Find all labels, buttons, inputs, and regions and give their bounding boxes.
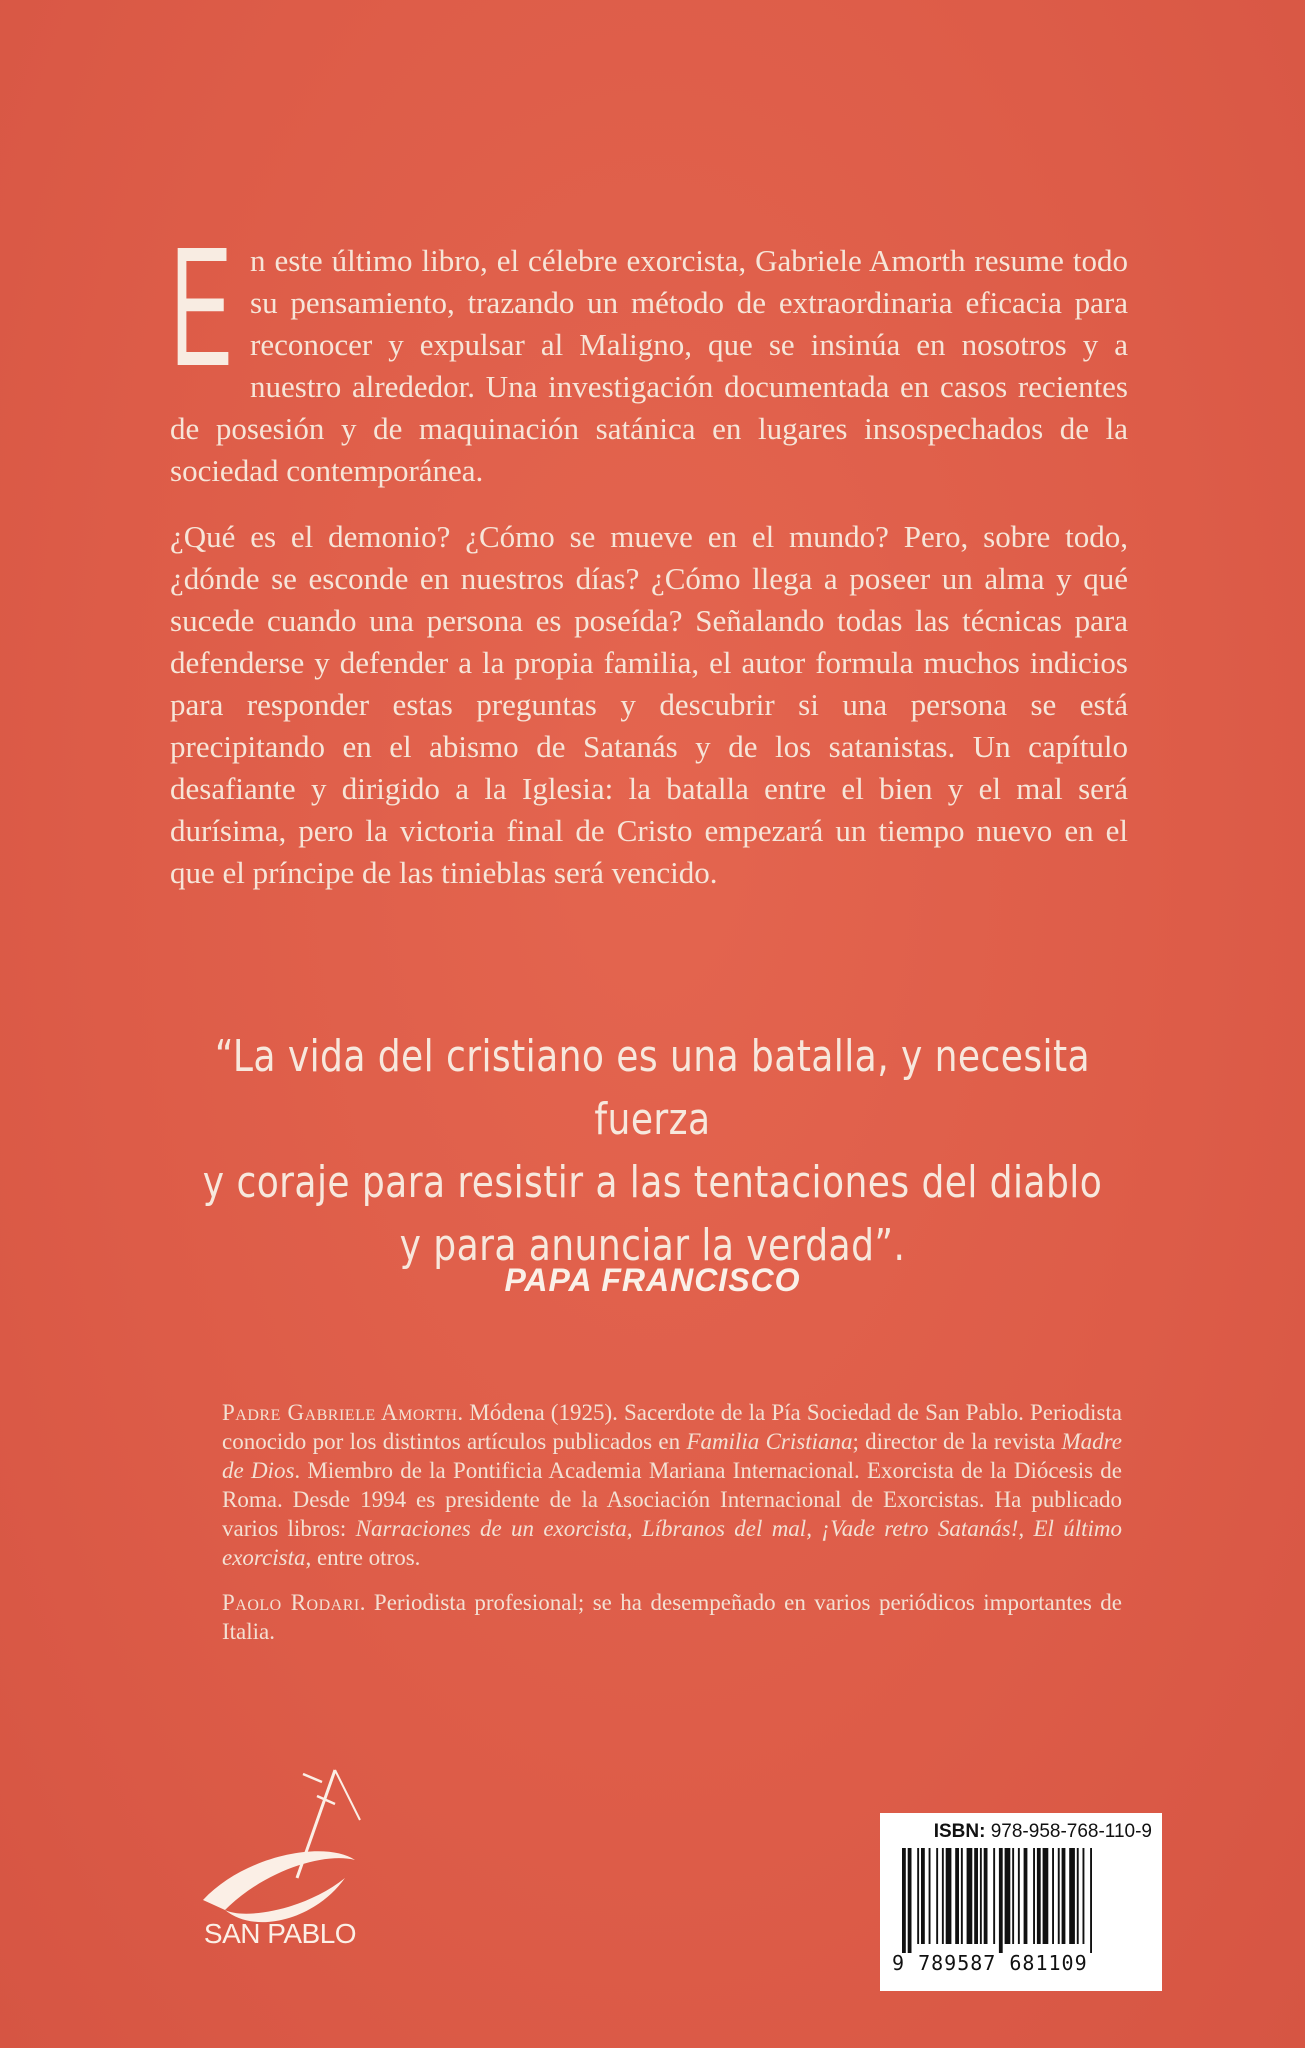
barcode-bar — [936, 1848, 938, 1944]
barcode-bar — [1005, 1848, 1011, 1944]
barcode-bar — [902, 1848, 906, 1953]
barcode-bar — [1012, 1848, 1014, 1944]
barcode-bar — [980, 1848, 982, 1944]
barcode-bar — [1043, 1848, 1049, 1944]
publisher-name: SAN PABLO — [203, 1918, 357, 1949]
barcode-bar — [1024, 1848, 1028, 1944]
barcode-bar — [946, 1848, 952, 1944]
bio-rodari-name: Paolo Rodari — [222, 1590, 360, 1615]
barcode-bar — [999, 1848, 1003, 1953]
barcode-bar — [1018, 1848, 1020, 1944]
barcode-bar — [955, 1848, 959, 1944]
bio-amorth-text: , entre otros. — [305, 1545, 421, 1570]
barcode-bar — [1083, 1848, 1085, 1944]
barcode-bar — [1033, 1848, 1035, 1944]
barcode-bar — [908, 1848, 912, 1953]
bio-rodari-text: . Periodista profesional; se ha desempeñado en varios periódicos importantes de Italia. — [222, 1590, 1122, 1644]
bio-amorth-books: Narraciones de un exorcista, Líbranos del mal, ¡Vade retro Satanás!, El último exorcista — [222, 1516, 1122, 1570]
barcode-bar — [1069, 1848, 1075, 1944]
barcode-bar — [974, 1848, 978, 1944]
bio-amorth-text: . Miembro de la Pontificia Academia Mariana Internacional. Exorcista de la Diócesis de Roma. Desde 1994 es presidente de la Asociación Internacional de Exorcistas. Ha publicado varios libros: — [222, 1458, 1122, 1541]
blurb-paragraph-2: ¿Qué es el demonio? ¿Cómo se mueve en el mundo? Pero, sobre todo, ¿dónde se esconde en nuestros días? ¿Cómo llega a poseer un alma y qué sucede cuando una persona es poseída? Señalando todas las técnicas para defenderse y defender a la propia familia, el autor formula muchos indicios para responder estas preguntas y descubrir si una persona se está precipitando en el abismo de Satanás y de los satanistas. Un capítulo desafiante y dirigido a la Iglesia: la batalla entre el bien y el mal será durísima, pero la victoria final de Cristo empezará un tiempo nuevo en el que el príncipe de las tinieblas será vencido. — [170, 519, 1128, 890]
quote-line-2: y coraje para resistir a las tentaciones del diablo — [202, 1157, 1103, 1208]
barcode-bar — [942, 1848, 944, 1944]
barcode-bar — [917, 1848, 919, 1944]
author-bios — [222, 1398, 1122, 1646]
barcode-bar — [1090, 1848, 1092, 1953]
barcode-bar — [1037, 1848, 1041, 1944]
blurb-paragraph-1-text: n este último libro, el célebre exorcista, Gabriele Amorth resume todo su pensamiento, trazando un método de extraordinaria eficacia para reconocer y expulsar al Maligno, que se insinúa en nosotros y a nuestro alrededor. Una investigación documentada en casos recientes de posesión y de maquinación satánica en lugares insospechados de la sociedad contemporánea. — [170, 243, 1128, 488]
barcode-bar — [961, 1848, 963, 1944]
bio-rodari — [222, 1588, 1122, 1646]
quote-author: PAPA FRANCISCO — [504, 1262, 801, 1298]
bio-amorth-magazine-2: Madre de Dios — [222, 1429, 1122, 1483]
bio-amorth-magazine-1: Familia Cristiana — [686, 1429, 853, 1454]
barcode-bar — [1058, 1848, 1060, 1944]
pope-quote — [80, 1025, 1225, 1277]
barcode-bar — [929, 1848, 931, 1944]
ean-first-digit: 9 — [892, 1951, 906, 1975]
barcode-bar — [993, 1848, 995, 1944]
isbn-barcode — [880, 1813, 1162, 1991]
quote-line-1: “La vida del cristiano es una batalla, y necesita fuerza — [214, 1031, 1091, 1145]
barcode-bars — [896, 1848, 1146, 1953]
barcode-bar — [1052, 1848, 1054, 1944]
bio-amorth-text: ; director de la revista — [852, 1429, 1062, 1454]
isbn-number: 978-958-768-110-9 — [990, 1821, 1152, 1842]
blurb-paragraph-1 — [170, 212, 1128, 492]
bio-amorth — [222, 1398, 1122, 1572]
quote-line-3: y para anunciar la verdad”. — [399, 1220, 906, 1271]
isbn-label: ISBN: — [933, 1821, 986, 1842]
ean-digits — [890, 1951, 1152, 1975]
bio-amorth-name: Padre Gabriele Amorth — [222, 1400, 458, 1425]
ean-right-group: 681109 — [1009, 1951, 1088, 1975]
isbn-line — [890, 1821, 1152, 1843]
barcode-bar — [967, 1848, 973, 1944]
barcode-bar — [921, 1848, 925, 1944]
drop-cap: E — [170, 212, 233, 402]
book-blurb — [170, 212, 1128, 894]
barcode-bar — [1062, 1848, 1066, 1944]
bio-amorth-text: . Módena (1925). Sacerdote de la Pía Sociedad de San Pablo. Periodista conocido por los distintos artículos publicados en — [222, 1400, 1122, 1454]
barcode-bar — [1077, 1848, 1079, 1944]
barcode-bar — [984, 1848, 988, 1944]
ean-left-group: 789587 — [918, 1951, 997, 1975]
